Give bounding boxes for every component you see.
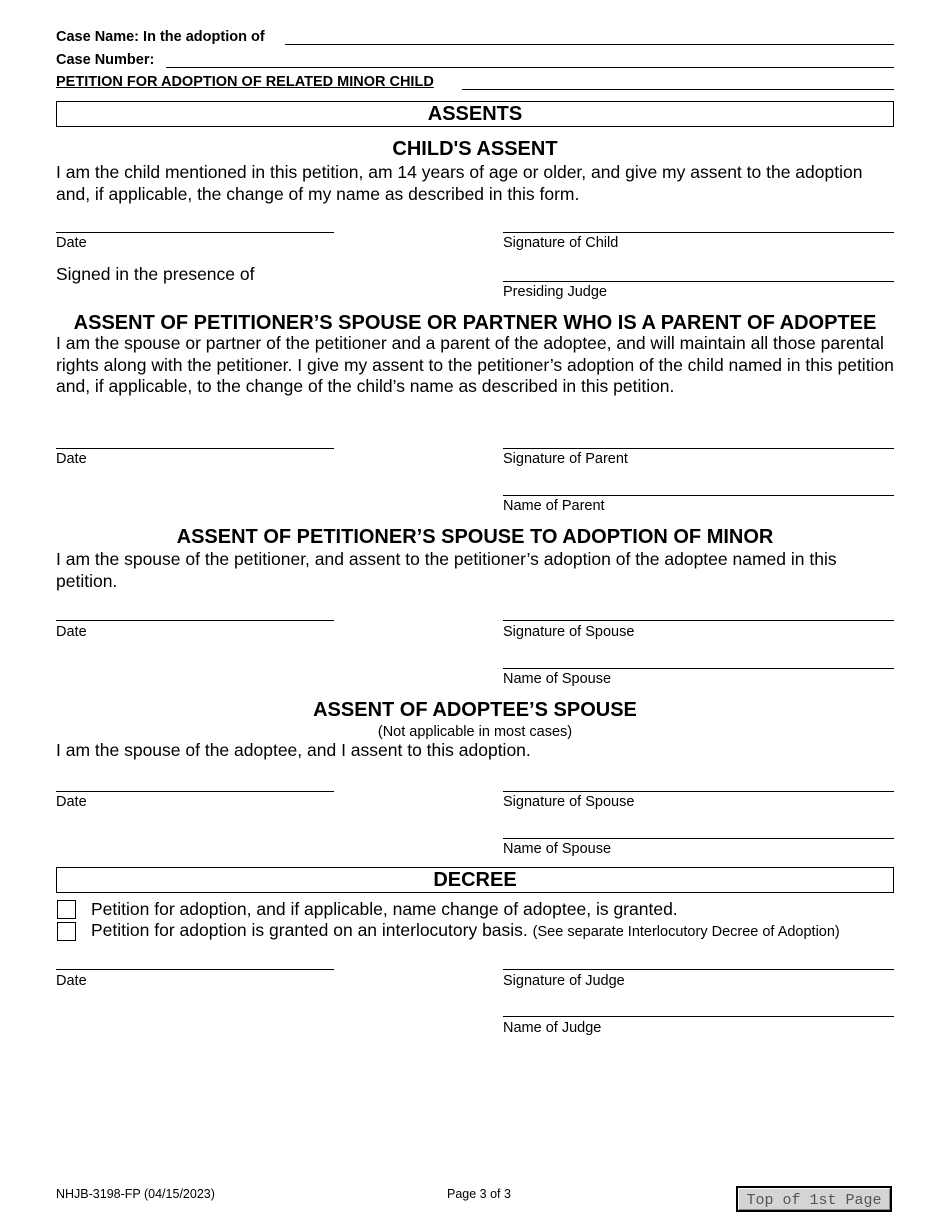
decree-granted-checkbox[interactable] bbox=[57, 900, 76, 919]
parent-name-line[interactable] bbox=[503, 495, 894, 496]
case-number-field[interactable] bbox=[166, 67, 894, 68]
case-name-field[interactable] bbox=[285, 44, 894, 45]
decree-interlocutory-checkbox[interactable] bbox=[57, 922, 76, 941]
childs-assent-text: I am the child mentioned in this petition, am 14 years of age or older, and give my assent to the adoption and, if applicable, the change of my name as described in this form. bbox=[56, 162, 863, 204]
parent-date-line[interactable] bbox=[56, 448, 334, 449]
decree-interlocutory-text: Petition for adoption is granted on an interlocutory basis. bbox=[91, 920, 528, 940]
adoptee-spouse-title: ASSENT OF ADOPTEE’S SPOUSE bbox=[313, 699, 637, 721]
parent-signature-label: Signature of Parent bbox=[503, 451, 628, 467]
presiding-judge-line[interactable] bbox=[503, 281, 894, 282]
adoptee-spouse-name-label: Name of Spouse bbox=[503, 841, 612, 857]
signed-presence-label: Signed in the presence of bbox=[56, 264, 255, 284]
adoptee-spouse-subtitle: (Not applicable in most cases) bbox=[377, 724, 573, 740]
adoptee-spouse-date-line[interactable] bbox=[56, 791, 334, 792]
judge-date-line[interactable] bbox=[56, 969, 334, 970]
adoptee-spouse-text: I am the spouse of the adoptee, and I assent to this adoption. bbox=[56, 740, 531, 760]
spouse-assent-text: I am the spouse of the petitioner, and assent to the petitioner’s adoption of the adoptee named in this petition. bbox=[56, 549, 837, 591]
decree-heading: DECREE bbox=[56, 867, 894, 893]
form-title-rule bbox=[462, 89, 894, 90]
judge-name-line[interactable] bbox=[503, 1016, 894, 1017]
adoptee-spouse-name-line[interactable] bbox=[503, 838, 894, 839]
decree-interlocutory-note: (See separate Interlocutory Decree of Adoption) bbox=[532, 924, 840, 940]
child-date-label: Date bbox=[56, 235, 87, 251]
child-signature-label: Signature of Child bbox=[503, 235, 619, 251]
spouse-signature-label: Signature of Spouse bbox=[503, 624, 635, 640]
judge-name-label: Name of Judge bbox=[503, 1020, 602, 1036]
child-signature-line[interactable] bbox=[503, 232, 894, 233]
spouse-date-line[interactable] bbox=[56, 620, 334, 621]
judge-signature-line[interactable] bbox=[503, 969, 894, 970]
childs-assent-title: CHILD'S ASSENT bbox=[392, 138, 558, 160]
top-of-first-page-button[interactable]: Top of 1st Page bbox=[736, 1186, 892, 1212]
spouse-signature-line[interactable] bbox=[503, 620, 894, 621]
child-date-line[interactable] bbox=[56, 232, 334, 233]
judge-signature-label: Signature of Judge bbox=[503, 973, 625, 989]
presiding-judge-label: Presiding Judge bbox=[503, 284, 607, 300]
parent-date-label: Date bbox=[56, 451, 87, 467]
spouse-name-label: Name of Spouse bbox=[503, 671, 612, 687]
judge-date-label: Date bbox=[56, 973, 87, 989]
decree-interlocutory-label bbox=[91, 920, 840, 941]
decree-granted-label: Petition for adoption, and if applicable, name change of adoptee, is granted. bbox=[91, 899, 678, 919]
spouse-date-label: Date bbox=[56, 624, 87, 640]
adoptee-spouse-signature-label: Signature of Spouse bbox=[503, 794, 635, 810]
spouse-assent-title: ASSENT OF PETITIONER’S SPOUSE TO ADOPTION OF MINOR bbox=[176, 526, 774, 548]
parent-assent-text: I am the spouse or partner of the petitioner and a parent of the adoptee, and will maintain all those parental rights along with the petitioner. I give my assent to the petitioner’s adoption of the child named in this petition and, if applicable, to the change of the child’s name as described in this petition. bbox=[56, 333, 894, 396]
form-title: PETITION FOR ADOPTION OF RELATED MINOR CHILD bbox=[56, 74, 434, 90]
form-id: NHJB-3198-FP (04/15/2023) bbox=[56, 1187, 215, 1201]
assents-heading: ASSENTS bbox=[56, 101, 894, 127]
parent-assent-title: ASSENT OF PETITIONER’S SPOUSE OR PARTNER WHO IS A PARENT OF ADOPTEE bbox=[73, 312, 877, 334]
page-number: Page 3 of 3 bbox=[447, 1187, 511, 1201]
adoptee-spouse-date-label: Date bbox=[56, 794, 87, 810]
parent-signature-line[interactable] bbox=[503, 448, 894, 449]
adoptee-spouse-signature-line[interactable] bbox=[503, 791, 894, 792]
case-name-label: Case Name: In the adoption of bbox=[56, 29, 265, 45]
case-number-label: Case Number: bbox=[56, 52, 155, 68]
spouse-name-line[interactable] bbox=[503, 668, 894, 669]
parent-name-label: Name of Parent bbox=[503, 498, 605, 514]
